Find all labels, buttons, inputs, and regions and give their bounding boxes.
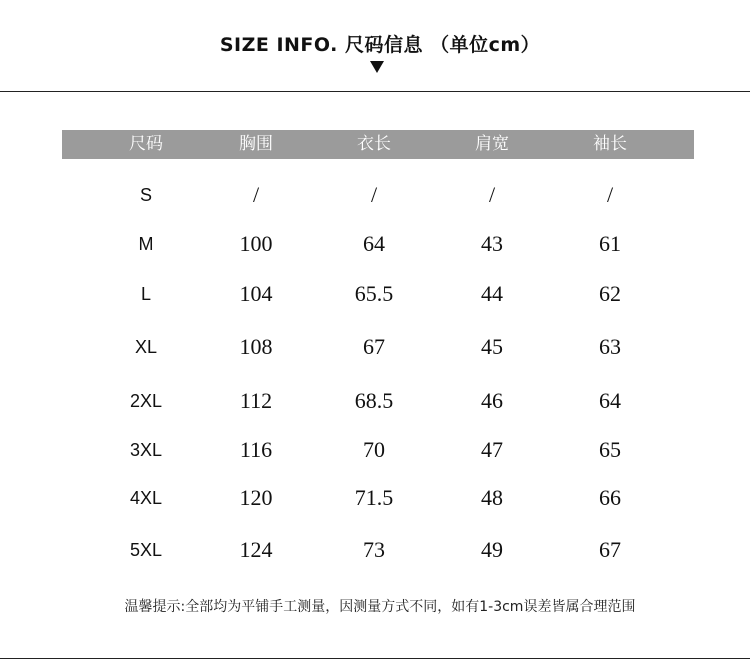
cell-shoulder: / xyxy=(488,182,496,207)
cell-size: 5XL xyxy=(129,540,163,560)
header-shoulder: 肩宽 xyxy=(475,134,509,154)
cell-chest: 100 xyxy=(239,231,273,256)
cell-length: 70 xyxy=(363,437,385,462)
cell-shoulder: 45 xyxy=(481,334,503,359)
cell-shoulder: 49 xyxy=(481,537,503,562)
table-header xyxy=(62,130,694,159)
cell-size: XL xyxy=(134,337,158,357)
cell-chest: 124 xyxy=(239,537,273,562)
header-length: 衣长 xyxy=(357,134,391,154)
table-row xyxy=(0,229,750,259)
table-row xyxy=(0,483,750,513)
cell-sleeve: 66 xyxy=(599,485,621,510)
cell-size: 4XL xyxy=(129,488,163,508)
table-row xyxy=(0,435,750,465)
table-row xyxy=(0,332,750,362)
cell-shoulder: 43 xyxy=(481,231,503,256)
cell-size: S xyxy=(139,185,152,205)
size-info-title: SIZE INFO. 尺码信息 （单位cm） xyxy=(219,34,541,56)
cell-sleeve: 64 xyxy=(599,388,621,413)
cell-chest: 116 xyxy=(239,437,273,462)
cell-length: 67 xyxy=(363,334,385,359)
cell-sleeve: 63 xyxy=(599,334,621,359)
header-size: 尺码 xyxy=(129,134,163,154)
cell-length: 64 xyxy=(363,231,385,256)
cell-sleeve: 65 xyxy=(599,437,621,462)
cell-size: L xyxy=(140,284,151,304)
table-row xyxy=(0,535,750,565)
header-sleeve: 袖长 xyxy=(593,134,627,154)
measurement-note: 温馨提示:全部均为平铺手工测量，因测量方式不同，如有1-3cm误差皆属合理范围 xyxy=(124,599,636,615)
top-divider xyxy=(0,91,750,92)
header-chest: 胸围 xyxy=(239,134,273,154)
cell-sleeve: 61 xyxy=(599,231,621,256)
cell-chest: 120 xyxy=(239,485,273,510)
table-row xyxy=(0,279,750,309)
cell-chest: 112 xyxy=(239,388,273,413)
cell-chest: / xyxy=(252,182,260,207)
cell-shoulder: 44 xyxy=(481,281,503,306)
cell-length: 68.5 xyxy=(354,388,394,413)
cell-length: 65.5 xyxy=(354,281,394,306)
cell-size: M xyxy=(138,234,154,254)
cell-size: 2XL xyxy=(129,391,163,411)
cell-shoulder: 48 xyxy=(481,485,503,510)
cell-size: 3XL xyxy=(129,440,163,460)
cell-chest: 104 xyxy=(239,281,273,306)
cell-length: 73 xyxy=(363,537,385,562)
cell-chest: 108 xyxy=(239,334,273,359)
cell-length: / xyxy=(370,182,378,207)
bottom-divider xyxy=(0,658,750,659)
cell-shoulder: 46 xyxy=(481,388,503,413)
cell-sleeve: 67 xyxy=(599,537,621,562)
cell-shoulder: 47 xyxy=(481,437,503,462)
table-row xyxy=(0,386,750,416)
down-triangle-icon xyxy=(370,61,384,73)
cell-sleeve: 62 xyxy=(599,281,621,306)
cell-length: 71.5 xyxy=(354,485,394,510)
cell-sleeve: / xyxy=(606,182,614,207)
table-row xyxy=(0,180,750,210)
